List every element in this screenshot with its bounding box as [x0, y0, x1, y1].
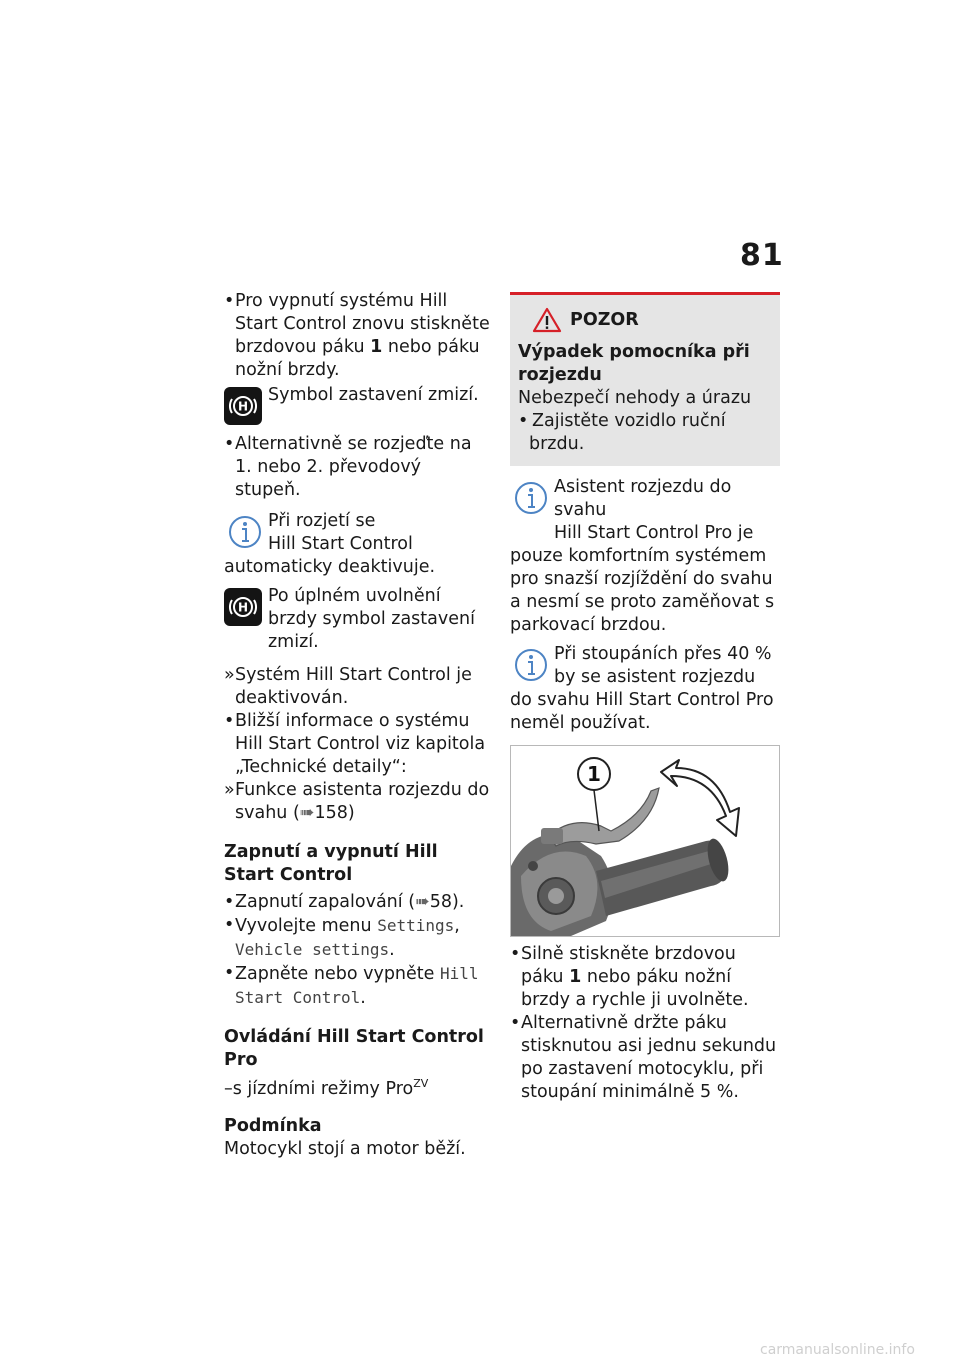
hill-hold-icon: [224, 588, 262, 626]
page-number: 81: [740, 238, 784, 273]
section-subheading: –s jízdními režimy Pro$^{ZV}$: [224, 1077, 429, 1099]
warning-heading: Výpadek pomocníka při rozjezdu: [518, 342, 750, 385]
warning-bullet: • Zajistěte vozidlo ruční brzdu.: [518, 411, 726, 454]
section-heading: Ovládání Hill Start Control Pro: [224, 1027, 484, 1070]
condition-text: Motocykl stojí a motor běží.: [224, 1138, 466, 1159]
warning-header: POZOR: [532, 307, 772, 333]
bullet-item: • Alternativně se rozjeďte na 1. nebo 2. převodový stupeň.: [224, 434, 472, 500]
page-ref-arrow-icon: ➠: [299, 803, 315, 823]
info-icon: [510, 478, 552, 518]
figure-callout-label: 1: [587, 762, 601, 786]
info-note: Asistent rozjezdu do svahu Hill Start Control Pro je pouze komfortním systémem pro snazší rozjíždění do svahu a nesmí se proto zaměňovat s parkovací brzdou.: [510, 477, 775, 635]
info-note: Při stoupáních přes 40 % by se asistent rozjezdu do svahu Hill Start Control Pro neměl používat.: [510, 644, 774, 733]
bullet-item: • Pro vypnutí systému Hill Start Control znovu stiskněte brzdovou páku 1 nebo páku nožní brzdy.: [224, 291, 490, 380]
bullet-item: • Zapnutí zapalování (➠58).: [224, 892, 465, 912]
info-icon: [224, 512, 266, 552]
hill-hold-icon: [224, 387, 262, 425]
bullet-item: • Bližší informace o systému Hill Start Control viz kapitola „Technické detaily“:: [224, 711, 486, 777]
section-heading: Zapnutí a vypnutí Hill Start Control: [224, 842, 438, 885]
svg-text:H: H: [237, 600, 249, 615]
info-icon: [510, 645, 552, 685]
page-ref-arrow-icon: ➠: [415, 892, 430, 912]
handlebar-figure: [510, 745, 780, 937]
condition-heading: Podmínka: [224, 1115, 322, 1136]
right-column: [510, 292, 780, 1104]
bullet-item: • Zapněte nebo vypněte Hill Start Control.: [224, 963, 479, 1008]
left-column: [224, 290, 492, 1161]
symbol-text: Po úplném uvolnění brzdy symbol zastavení zmizí.: [268, 586, 475, 652]
warning-triangle-icon: [532, 307, 562, 333]
bullet-item: • Alternativně držte páku stisknutou asi jednu sekundu po zastavení motocyklu, při stoupání minimálně 5 %.: [510, 1013, 777, 1102]
bullet-item: • Silně stiskněte brzdovou páku 1 nebo páku nožní brzdy a rychle ji uvolněte.: [510, 944, 749, 1010]
result-item: » Systém Hill Start Control je deaktivován.: [224, 665, 472, 708]
symbol-row: [224, 585, 492, 654]
symbol-row: [224, 384, 492, 425]
result-item: » Funkce asistenta rozjezdu do svahu (➠158): [224, 780, 490, 823]
bullet-item: • Vyvolejte menu Settings, Vehicle settings.: [224, 915, 460, 960]
warning-box: [510, 292, 780, 466]
symbol-text: Symbol zastavení zmizí.: [268, 385, 479, 405]
info-note: Při rozjetí se Hill Start Control automaticky deaktivuje.: [224, 511, 436, 577]
warning-text: Nebezpečí nehody a úrazu: [518, 388, 752, 408]
watermark: carmanualsonline.info: [760, 1342, 915, 1358]
svg-text:H: H: [237, 399, 249, 414]
